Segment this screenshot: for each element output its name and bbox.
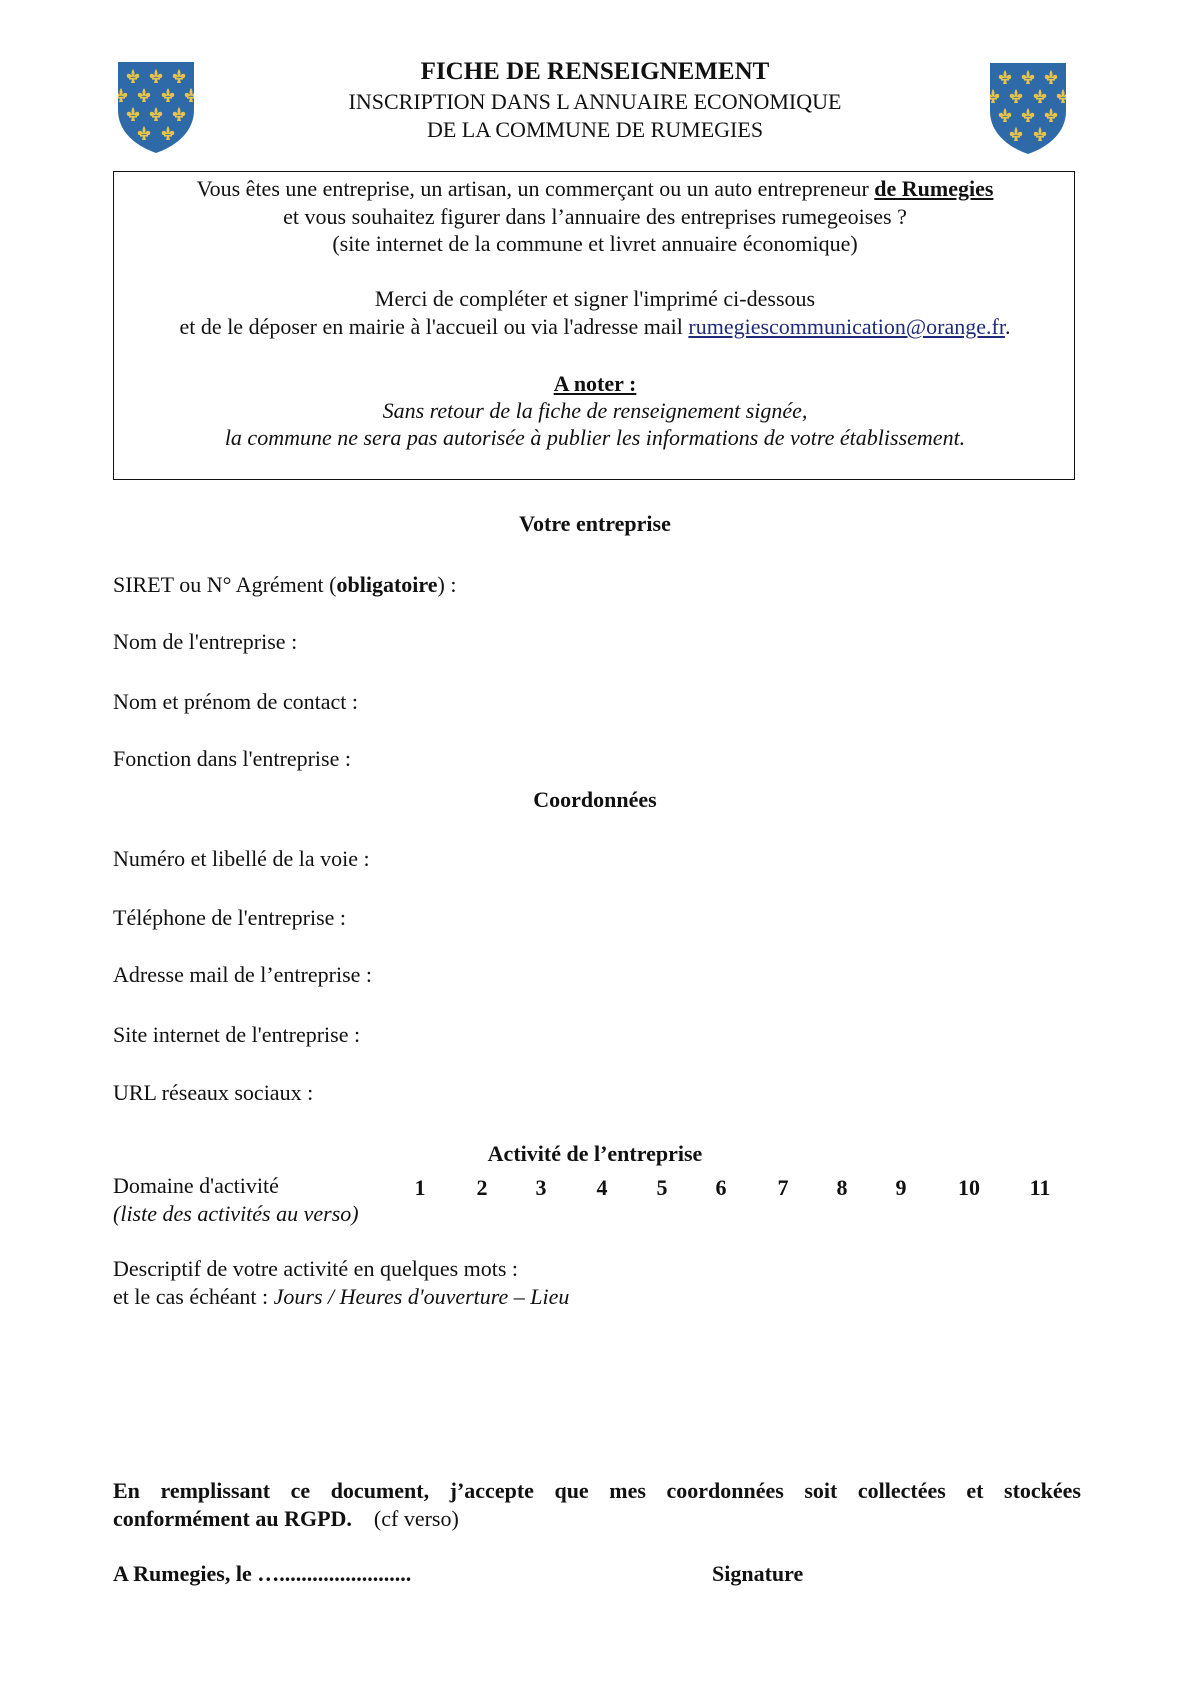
note-line2: la commune ne sera pas autorisée à publier les informations de votre établissement.	[224, 425, 966, 450]
domain-option-2[interactable]: 2	[476, 1175, 488, 1200]
place-date-field[interactable]: A Rumegies, le …........................	[113, 1561, 412, 1586]
page-title: FICHE DE RENSEIGNEMENT	[420, 58, 770, 85]
page-subtitle-line2: DE LA COMMUNE DE RUMEGIES	[426, 117, 764, 142]
section-title-company: Votre entreprise	[519, 511, 671, 536]
domain-option-5[interactable]: 5	[656, 1175, 668, 1200]
field-siret-label: SIRET ou N° Agrément (	[113, 572, 337, 597]
intro-line5-text: et de le déposer en mairie à l'accueil ou via l'adresse mail	[179, 314, 689, 339]
domain-option-8[interactable]: 8	[836, 1175, 848, 1200]
section-title-contact: Coordonnées	[533, 787, 657, 812]
field-siret-suffix: ) :	[437, 572, 457, 597]
field-contact-name[interactable]: Nom et prénom de contact :	[113, 689, 358, 714]
section-title-activity: Activité de l’entreprise	[487, 1141, 703, 1166]
field-phone[interactable]: Téléphone de l'entreprise :	[113, 905, 347, 930]
page-subtitle-line1: INSCRIPTION DANS L ANNUAIRE ECONOMIQUE	[348, 89, 842, 114]
domain-option-1[interactable]: 1	[414, 1175, 426, 1200]
description-label[interactable]: Descriptif de votre activité en quelques mots :	[113, 1256, 519, 1281]
intro-line1-text: Vous êtes une entreprise, un artisan, un commerçant ou un auto entrepreneur	[196, 176, 875, 201]
domain-option-9[interactable]: 9	[895, 1175, 907, 1200]
description-hint	[113, 1284, 569, 1310]
intro-line1	[0, 176, 1190, 202]
field-social-urls[interactable]: URL réseaux sociaux :	[113, 1080, 314, 1105]
domain-note: (liste des activités au verso)	[113, 1201, 359, 1226]
intro-line4: Merci de compléter et signer l'imprimé ci-dessous	[374, 286, 816, 311]
domain-option-4[interactable]: 4	[596, 1175, 608, 1200]
domain-option-7[interactable]: 7	[777, 1175, 789, 1200]
intro-line5	[0, 314, 1190, 340]
note-title: A noter :	[553, 371, 637, 396]
field-siret-required: obligatoire	[336, 572, 438, 597]
field-company-name[interactable]: Nom de l'entreprise :	[113, 629, 298, 654]
intro-line2: et vous souhaitez figurer dans l’annuaire des entreprises rumegeoises ?	[283, 204, 907, 229]
domain-label: Domaine d'activité	[113, 1173, 279, 1198]
field-website[interactable]: Site internet de l'entreprise :	[113, 1022, 361, 1047]
intro-line5-suffix: .	[1004, 314, 1011, 339]
signature-field[interactable]: Signature	[712, 1561, 804, 1586]
description-hint-prefix: et le cas échéant :	[113, 1284, 274, 1309]
rgpd-consent-line1: En remplissant ce document, j’accepte que mes coordonnées soit collectées et stockées	[113, 1478, 1081, 1503]
note-line1: Sans retour de la fiche de renseignement signée,	[382, 398, 808, 423]
domain-option-3[interactable]: 3	[535, 1175, 547, 1200]
commune-name: de Rumegies	[874, 176, 994, 201]
field-email[interactable]: Adresse mail de l’entreprise :	[113, 962, 373, 987]
email-link[interactable]: rumegiescommunication@orange.fr	[688, 314, 1005, 339]
field-role[interactable]: Fonction dans l'entreprise :	[113, 746, 351, 771]
rgpd-cf-verso: (cf verso)	[373, 1506, 459, 1531]
domain-option-11[interactable]: 11	[1029, 1175, 1051, 1200]
field-siret[interactable]	[113, 572, 456, 598]
domain-option-6[interactable]: 6	[715, 1175, 727, 1200]
domain-option-10[interactable]: 10	[958, 1175, 980, 1200]
rgpd-consent-bold: conformément au RGPD.	[113, 1506, 352, 1531]
intro-line3: (site internet de la commune et livret annuaire économique)	[332, 231, 858, 256]
field-street[interactable]: Numéro et libellé de la voie :	[113, 846, 370, 871]
description-hint-italic: Jours / Heures d'ouverture – Lieu	[273, 1284, 570, 1309]
rgpd-consent-line2	[113, 1506, 459, 1532]
